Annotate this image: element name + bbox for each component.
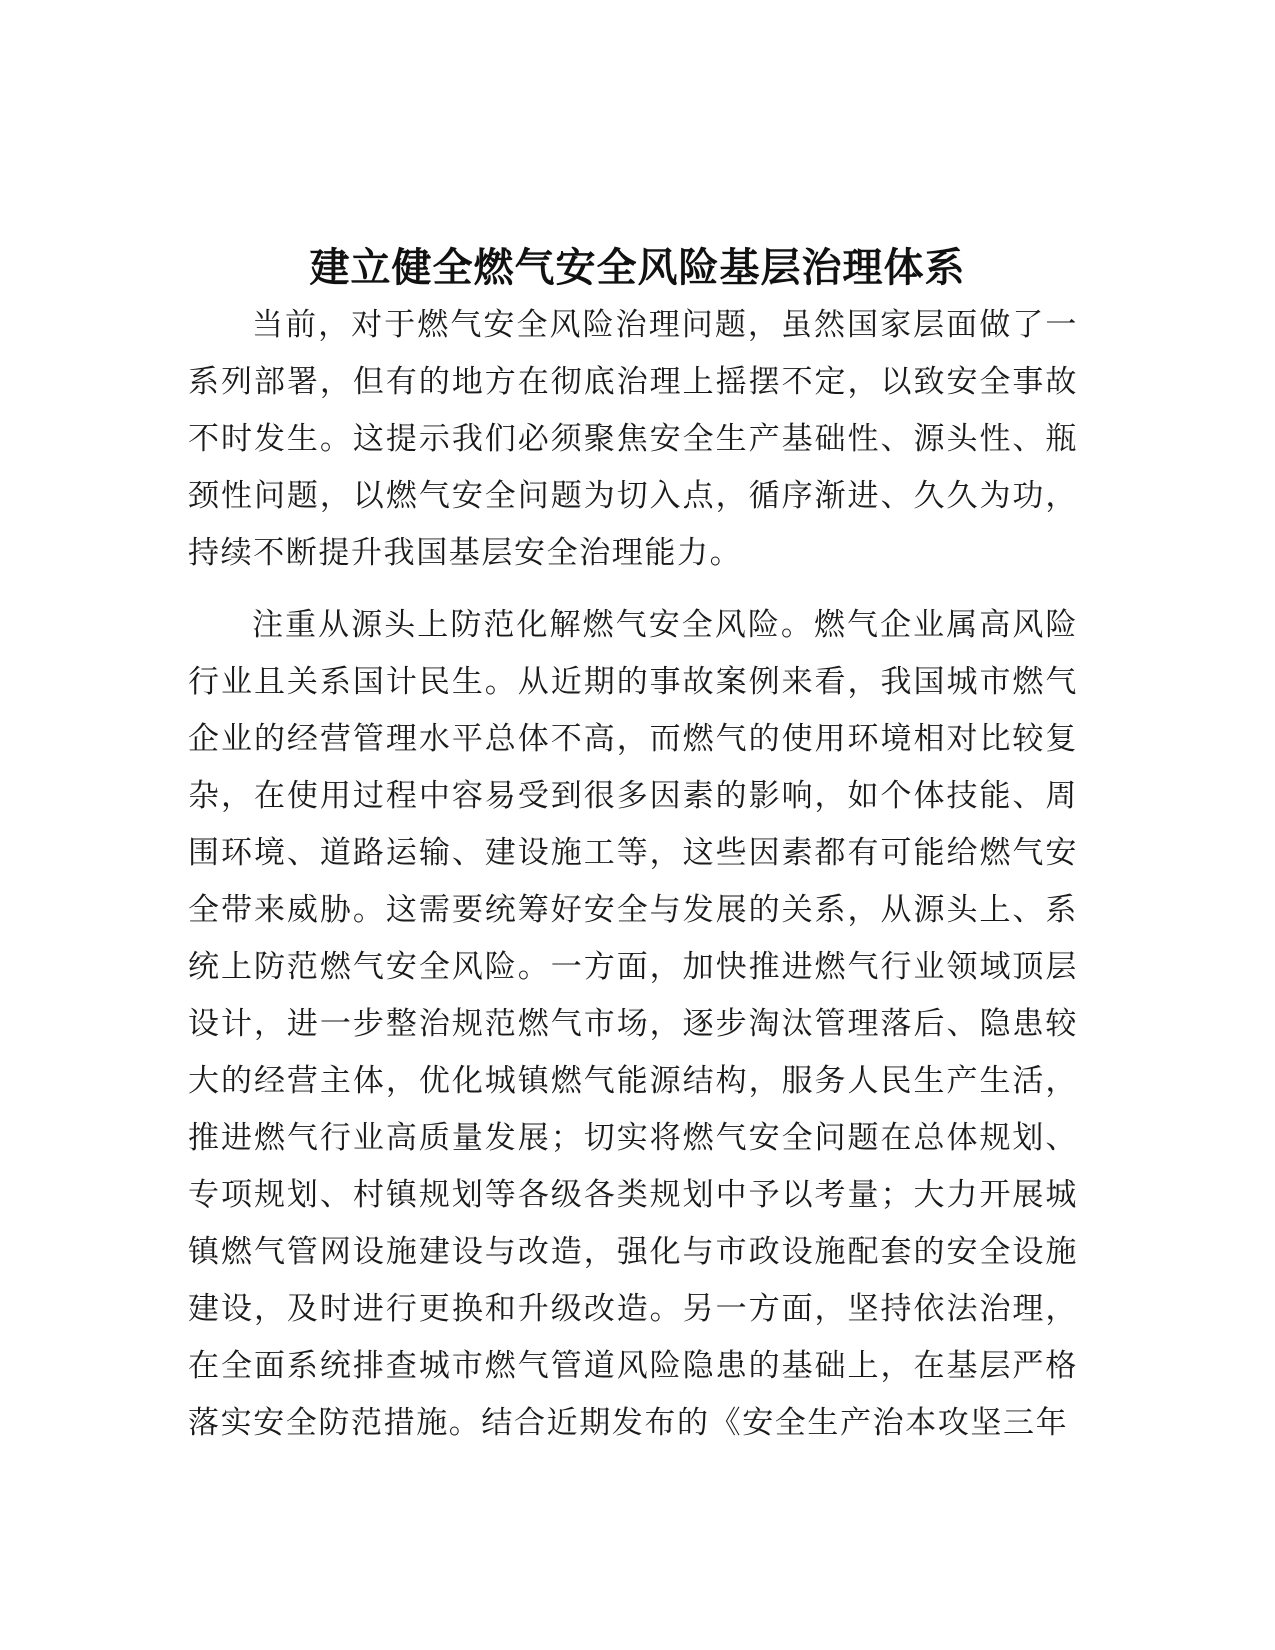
paragraph-2: 注重从源头上防范化解燃气安全风险。燃气企业属高风险行业且关系国计民生。从近期的事故案例来看，我国城市燃气企业的经营管理水平总体不高，而燃气的使用环境相对比较复杂，在使用过程中容易受到很多因素的影响，如个体技能、周围环境、道路运输、建设施工等，这些因素都有可能给燃气安全带来威胁。这需要统筹好安全与发展的关系，从源头上、系统上防范燃气安全风险。一方面，加快推进燃气行业领域顶层设计，进一步整治规范燃气市场，逐步淘汰管理落后、隐患较大的经营主体，优化城镇燃气能源结构，服务人民生产生活，推进燃气行业高质量发展；切实将燃气安全问题在总体规划、专项规划、村镇规划等各级各类规划中予以考量；大力开展城镇燃气管网设施建设与改造，强化与市政设施配套的安全设施建设，及时进行更换和升级改造。另一方面，坚持依法治理，在全面系统排查城市燃气管道风险隐患的基础上，在基层严格落实安全防范措施。结合近期发布的《安全生产治本攻坚三年 <box>188 607 1078 1441</box>
paragraph-1: 当前，对于燃气安全风险治理问题，虽然国家层面做了一系列部署，但有的地方在彻底治理上摇摆不定，以致安全事故不时发生。这提示我们必须聚焦安全生产基础性、源头性、瓶颈性问题，以燃气安全问题为切入点，循序渐进、久久为功，持续不断提升我国基层安全治理能力。 <box>188 307 1078 571</box>
document-title: 建立健全燃气安全风险基层治理体系 <box>309 244 966 291</box>
